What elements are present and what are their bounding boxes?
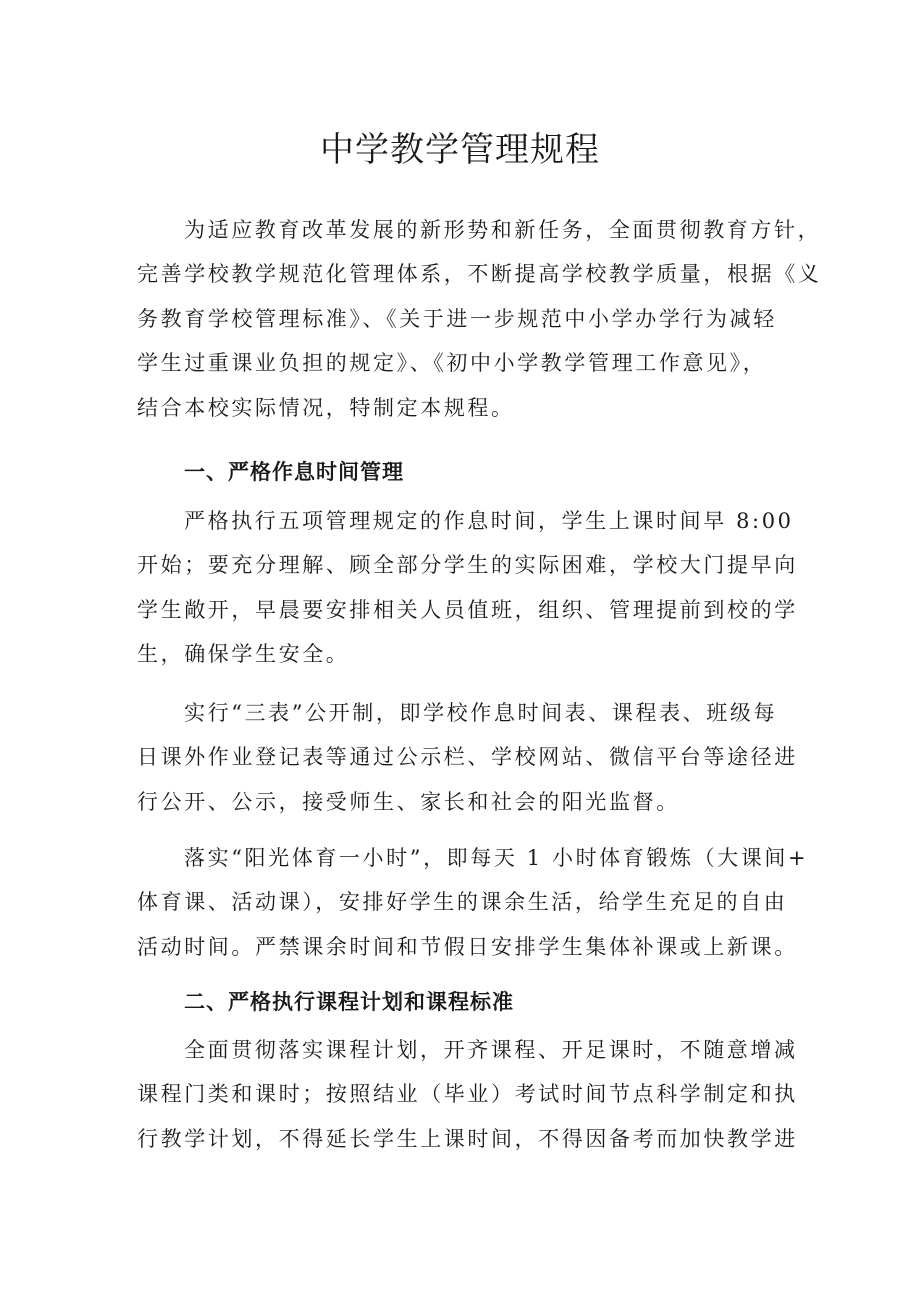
text-line: 课程门类和课时；按照结业（毕业）考试时间节点科学制定和执 [137, 1082, 798, 1107]
text-line: 行教学计划，不得延长学生上课时间，不得因备考而加快教学进 [137, 1126, 798, 1151]
text-line: 务教育学校管理标准》、《关于进一步规范中小学办学行为减轻 [137, 306, 777, 331]
text-line: 活动时间。严禁课余时间和节假日安排学生集体补课或上新课。 [137, 934, 798, 959]
text-line: 完善学校教学规范化管理体系，不断提高学校教学质量，根据《义 [137, 262, 822, 287]
text-line: 生，确保学生安全。 [137, 642, 350, 667]
text-line: 全面贯彻落实课程计划，开齐课程、开足课时，不随意增减 [184, 1038, 798, 1062]
text-line: 严格执行五项管理规定的作息时间，学生上课时间早 8:00 [184, 509, 794, 533]
text-line: 学生敞开，早晨要安排相关人员值班，组织、管理提前到校的学 [137, 597, 798, 622]
section1-paragraph-1 [137, 499, 797, 677]
section1-paragraph-2 [137, 691, 797, 824]
intro-paragraph [137, 208, 822, 430]
text-line: 行公开、公示，接受师生、家长和社会的阳光监督。 [137, 789, 680, 814]
text-line: 实行“三表”公开制，即学校作息时间表、课程表、班级每 [184, 701, 778, 725]
text-line: 学生过重课业负担的规定》、《初中小学教学管理工作意见》， [137, 351, 767, 376]
document-title: 中学教学管理规程 [320, 130, 600, 170]
text-line: 日课外作业登记表等通过公示栏、学校网站、微信平台等途径进 [137, 745, 798, 770]
section-heading-1: 一、严格作息时间管理 [184, 460, 404, 484]
section1-paragraph-3 [137, 836, 809, 969]
text-line: 结合本校实际情况，特制定本规程。 [137, 395, 515, 420]
text-line: 开始；要充分理解、顾全部分学生的实际困难，学校大门提早向 [137, 553, 798, 578]
text-line: 为适应教育改革发展的新形势和新任务，全面贯彻教育方针， [184, 218, 822, 242]
text-line: 体育课、活动课），安排好学生的课余生活，给学生充足的自由 [137, 890, 788, 915]
text-line: 落实“阳光体育一小时”，即每天 1 小时体育锻炼（大课间+ [184, 846, 809, 870]
section2-paragraph-1 [137, 1028, 797, 1161]
section-heading-2: 二、严格执行课程计划和课程标准 [184, 990, 514, 1014]
